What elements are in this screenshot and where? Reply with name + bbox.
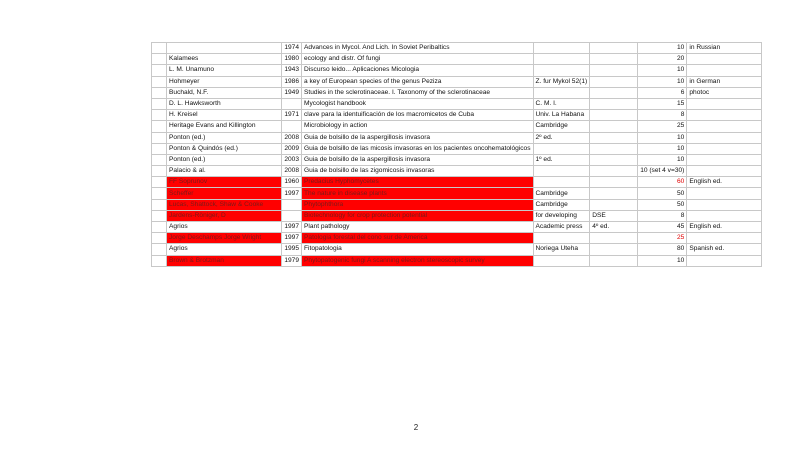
table-row bbox=[152, 210, 762, 221]
row-gutter-cell bbox=[152, 210, 167, 221]
row-gutter-cell bbox=[152, 54, 167, 65]
year-cell: 1997 bbox=[282, 233, 302, 244]
count-cell: 10 bbox=[638, 132, 687, 143]
author-cell: Agrios bbox=[167, 222, 282, 233]
table-row bbox=[152, 54, 762, 65]
extra-cell bbox=[590, 177, 638, 188]
author-cell: Agrios bbox=[167, 244, 282, 255]
table-row bbox=[152, 154, 762, 165]
extra-cell bbox=[590, 87, 638, 98]
table-row bbox=[152, 43, 762, 54]
note-cell: English ed. bbox=[687, 222, 762, 233]
count-cell: 25 bbox=[638, 121, 687, 132]
author-cell: FF Soprunov bbox=[167, 177, 282, 188]
title-cell: Phytopatogenic fungi A scanning electron stereoscopic survey bbox=[302, 255, 534, 266]
note-cell bbox=[687, 132, 762, 143]
note-cell bbox=[687, 166, 762, 177]
extra-cell bbox=[590, 76, 638, 87]
year-cell: 1980 bbox=[282, 54, 302, 65]
row-gutter-cell bbox=[152, 121, 167, 132]
row-gutter-cell bbox=[152, 199, 167, 210]
title-cell: Guia de bolsillo de las zigomicosis invasoras bbox=[302, 166, 534, 177]
year-cell bbox=[282, 98, 302, 109]
note-cell bbox=[687, 210, 762, 221]
table-row bbox=[152, 65, 762, 76]
count-cell: 8 bbox=[638, 210, 687, 221]
extra-cell bbox=[590, 166, 638, 177]
table-row bbox=[152, 76, 762, 87]
author-cell: Scheffer bbox=[167, 188, 282, 199]
row-gutter-cell bbox=[152, 166, 167, 177]
title-cell: Advances in Mycol. And Lich. In Soviet Peribaltics bbox=[302, 43, 534, 54]
title-cell: Guia de bolsillo de la aspergillosis invasora bbox=[302, 132, 534, 143]
row-gutter-cell bbox=[152, 76, 167, 87]
extra-cell bbox=[590, 199, 638, 210]
row-gutter-cell bbox=[152, 143, 167, 154]
count-cell: 10 bbox=[638, 255, 687, 266]
extra-cell bbox=[590, 244, 638, 255]
page-number: 2 bbox=[413, 423, 419, 432]
author-cell bbox=[167, 43, 282, 54]
row-gutter-cell bbox=[152, 154, 167, 165]
publisher-cell bbox=[533, 166, 590, 177]
year-cell bbox=[282, 210, 302, 221]
title-cell: Phytophthora bbox=[302, 199, 534, 210]
extra-cell bbox=[590, 154, 638, 165]
table-row bbox=[152, 255, 762, 266]
count-cell: 10 bbox=[638, 154, 687, 165]
publisher-cell bbox=[533, 43, 590, 54]
publisher-cell bbox=[533, 54, 590, 65]
author-cell: Brown & Brotzman bbox=[167, 255, 282, 266]
publisher-cell: Noriega Uteha bbox=[533, 244, 590, 255]
author-cell: Jardens-Röniger, D bbox=[167, 210, 282, 221]
title-cell: Patologia forestal del cono sur de America bbox=[302, 233, 534, 244]
extra-cell bbox=[590, 255, 638, 266]
count-cell: 10 (set 4 v=30) bbox=[638, 166, 687, 177]
author-cell: Jorge Deschamps Jorge Wright bbox=[167, 233, 282, 244]
publisher-cell bbox=[533, 233, 590, 244]
title-cell: ecology and distr. Of fungi bbox=[302, 54, 534, 65]
row-gutter-cell bbox=[152, 87, 167, 98]
author-cell: Hohmeyer bbox=[167, 76, 282, 87]
year-cell: 2008 bbox=[282, 132, 302, 143]
publisher-cell: for developing bbox=[533, 210, 590, 221]
title-cell: Mycologist handbook bbox=[302, 98, 534, 109]
count-cell: 6 bbox=[638, 87, 687, 98]
title-cell: Fitopatologia bbox=[302, 244, 534, 255]
count-cell: 8 bbox=[638, 110, 687, 121]
count-cell: 80 bbox=[638, 244, 687, 255]
publisher-cell: Z. fur Mykol 52(1) bbox=[533, 76, 590, 87]
table-row bbox=[152, 166, 762, 177]
extra-cell bbox=[590, 188, 638, 199]
table-row bbox=[152, 121, 762, 132]
publisher-cell: Academic press bbox=[533, 222, 590, 233]
year-cell: 1974 bbox=[282, 43, 302, 54]
publisher-cell: Cambridge bbox=[533, 199, 590, 210]
row-gutter-cell bbox=[152, 110, 167, 121]
row-gutter-cell bbox=[152, 222, 167, 233]
author-cell: Palacio & al. bbox=[167, 166, 282, 177]
note-cell bbox=[687, 121, 762, 132]
table-row bbox=[152, 87, 762, 98]
author-cell: Lucas, Shattock, Shaw & Cooke bbox=[167, 199, 282, 210]
year-cell: 2009 bbox=[282, 143, 302, 154]
publisher-cell: Cambridge bbox=[533, 121, 590, 132]
count-cell: 50 bbox=[638, 188, 687, 199]
table-row bbox=[152, 177, 762, 188]
year-cell: 1979 bbox=[282, 255, 302, 266]
publisher-cell bbox=[533, 143, 590, 154]
note-cell bbox=[687, 143, 762, 154]
note-cell bbox=[687, 233, 762, 244]
author-cell: Kalamees bbox=[167, 54, 282, 65]
author-cell: Ponton (ed.) bbox=[167, 132, 282, 143]
title-cell: Studies in the sclerotinaceae. I. Taxonomy of the sclerotinaceae bbox=[302, 87, 534, 98]
count-cell: 10 bbox=[638, 76, 687, 87]
author-cell: H. Kreisel bbox=[167, 110, 282, 121]
title-cell: Biotechnology for crop protection potential bbox=[302, 210, 534, 221]
publisher-cell: Univ. La Habana bbox=[533, 110, 590, 121]
publisher-cell bbox=[533, 87, 590, 98]
table-row bbox=[152, 244, 762, 255]
note-cell bbox=[687, 199, 762, 210]
count-cell: 10 bbox=[638, 65, 687, 76]
spreadsheet-table bbox=[151, 42, 762, 267]
year-cell: 1997 bbox=[282, 188, 302, 199]
row-gutter-cell bbox=[152, 244, 167, 255]
year-cell: 1960 bbox=[282, 177, 302, 188]
row-gutter-cell bbox=[152, 255, 167, 266]
title-cell: a key of European species of the genus Peziza bbox=[302, 76, 534, 87]
count-cell: 60 bbox=[638, 177, 687, 188]
table-row bbox=[152, 188, 762, 199]
count-cell: 20 bbox=[638, 54, 687, 65]
publisher-cell: 2º ed. bbox=[533, 132, 590, 143]
year-cell: 1971 bbox=[282, 110, 302, 121]
title-cell: Plant pathology bbox=[302, 222, 534, 233]
note-cell: Spanish ed. bbox=[687, 244, 762, 255]
note-cell bbox=[687, 54, 762, 65]
note-cell bbox=[687, 188, 762, 199]
year-cell: 2003 bbox=[282, 154, 302, 165]
author-cell: Heritage Evans and Killington bbox=[167, 121, 282, 132]
author-cell: L. M. Unamuno bbox=[167, 65, 282, 76]
year-cell: 1997 bbox=[282, 222, 302, 233]
extra-cell bbox=[590, 98, 638, 109]
count-cell: 45 bbox=[638, 222, 687, 233]
count-cell: 50 bbox=[638, 199, 687, 210]
table-row bbox=[152, 143, 762, 154]
extra-cell: 4º ed. bbox=[590, 222, 638, 233]
row-gutter-cell bbox=[152, 177, 167, 188]
year-cell bbox=[282, 121, 302, 132]
count-cell: 15 bbox=[638, 98, 687, 109]
author-cell: Ponton (ed.) bbox=[167, 154, 282, 165]
table-row bbox=[152, 199, 762, 210]
extra-cell: DSE bbox=[590, 210, 638, 221]
table-row bbox=[152, 132, 762, 143]
table-row bbox=[152, 233, 762, 244]
author-cell: Buchald, N.F. bbox=[167, 87, 282, 98]
row-gutter-cell bbox=[152, 188, 167, 199]
publisher-cell: Cambridge bbox=[533, 188, 590, 199]
note-cell bbox=[687, 255, 762, 266]
row-gutter-cell bbox=[152, 65, 167, 76]
publisher-cell bbox=[533, 65, 590, 76]
title-cell: Microbiology in action bbox=[302, 121, 534, 132]
count-cell: 25 bbox=[638, 233, 687, 244]
extra-cell bbox=[590, 143, 638, 154]
row-gutter-cell bbox=[152, 43, 167, 54]
extra-cell bbox=[590, 43, 638, 54]
table-row bbox=[152, 98, 762, 109]
year-cell: 1986 bbox=[282, 76, 302, 87]
year-cell: 1949 bbox=[282, 87, 302, 98]
note-cell bbox=[687, 65, 762, 76]
extra-cell bbox=[590, 54, 638, 65]
table-row bbox=[152, 222, 762, 233]
title-cell: Discurso leido... Aplicaciones Micologia bbox=[302, 65, 534, 76]
publisher-cell: C. M. I. bbox=[533, 98, 590, 109]
note-cell bbox=[687, 98, 762, 109]
extra-cell bbox=[590, 233, 638, 244]
note-cell: in Russian bbox=[687, 43, 762, 54]
row-gutter-cell bbox=[152, 233, 167, 244]
note-cell: photoc bbox=[687, 87, 762, 98]
count-cell: 10 bbox=[638, 143, 687, 154]
year-cell: 1995 bbox=[282, 244, 302, 255]
table-row bbox=[152, 110, 762, 121]
note-cell: in German bbox=[687, 76, 762, 87]
extra-cell bbox=[590, 121, 638, 132]
extra-cell bbox=[590, 132, 638, 143]
author-cell: D. L. Hawksworth bbox=[167, 98, 282, 109]
publisher-cell bbox=[533, 177, 590, 188]
year-cell: 2008 bbox=[282, 166, 302, 177]
title-cell: The nature in disease plants bbox=[302, 188, 534, 199]
row-gutter-cell bbox=[152, 98, 167, 109]
row-gutter-cell bbox=[152, 132, 167, 143]
author-cell: Ponton & Quindós (ed.) bbox=[167, 143, 282, 154]
note-cell: English ed. bbox=[687, 177, 762, 188]
title-cell: Guia de bolsillo de las micosis invasoras en los pacientes oncohematológicos bbox=[302, 143, 534, 154]
note-cell bbox=[687, 110, 762, 121]
extra-cell bbox=[590, 110, 638, 121]
year-cell: 1943 bbox=[282, 65, 302, 76]
publisher-cell bbox=[533, 255, 590, 266]
year-cell bbox=[282, 199, 302, 210]
note-cell bbox=[687, 154, 762, 165]
title-cell: clave para la identuificación de los macromicetos de Cuba bbox=[302, 110, 534, 121]
title-cell: Guia de bolsillo de la aspergillosis invasora bbox=[302, 154, 534, 165]
title-cell: Predacius Hyphomycetes bbox=[302, 177, 534, 188]
publisher-cell: 1º ed. bbox=[533, 154, 590, 165]
count-cell: 10 bbox=[638, 43, 687, 54]
extra-cell bbox=[590, 65, 638, 76]
